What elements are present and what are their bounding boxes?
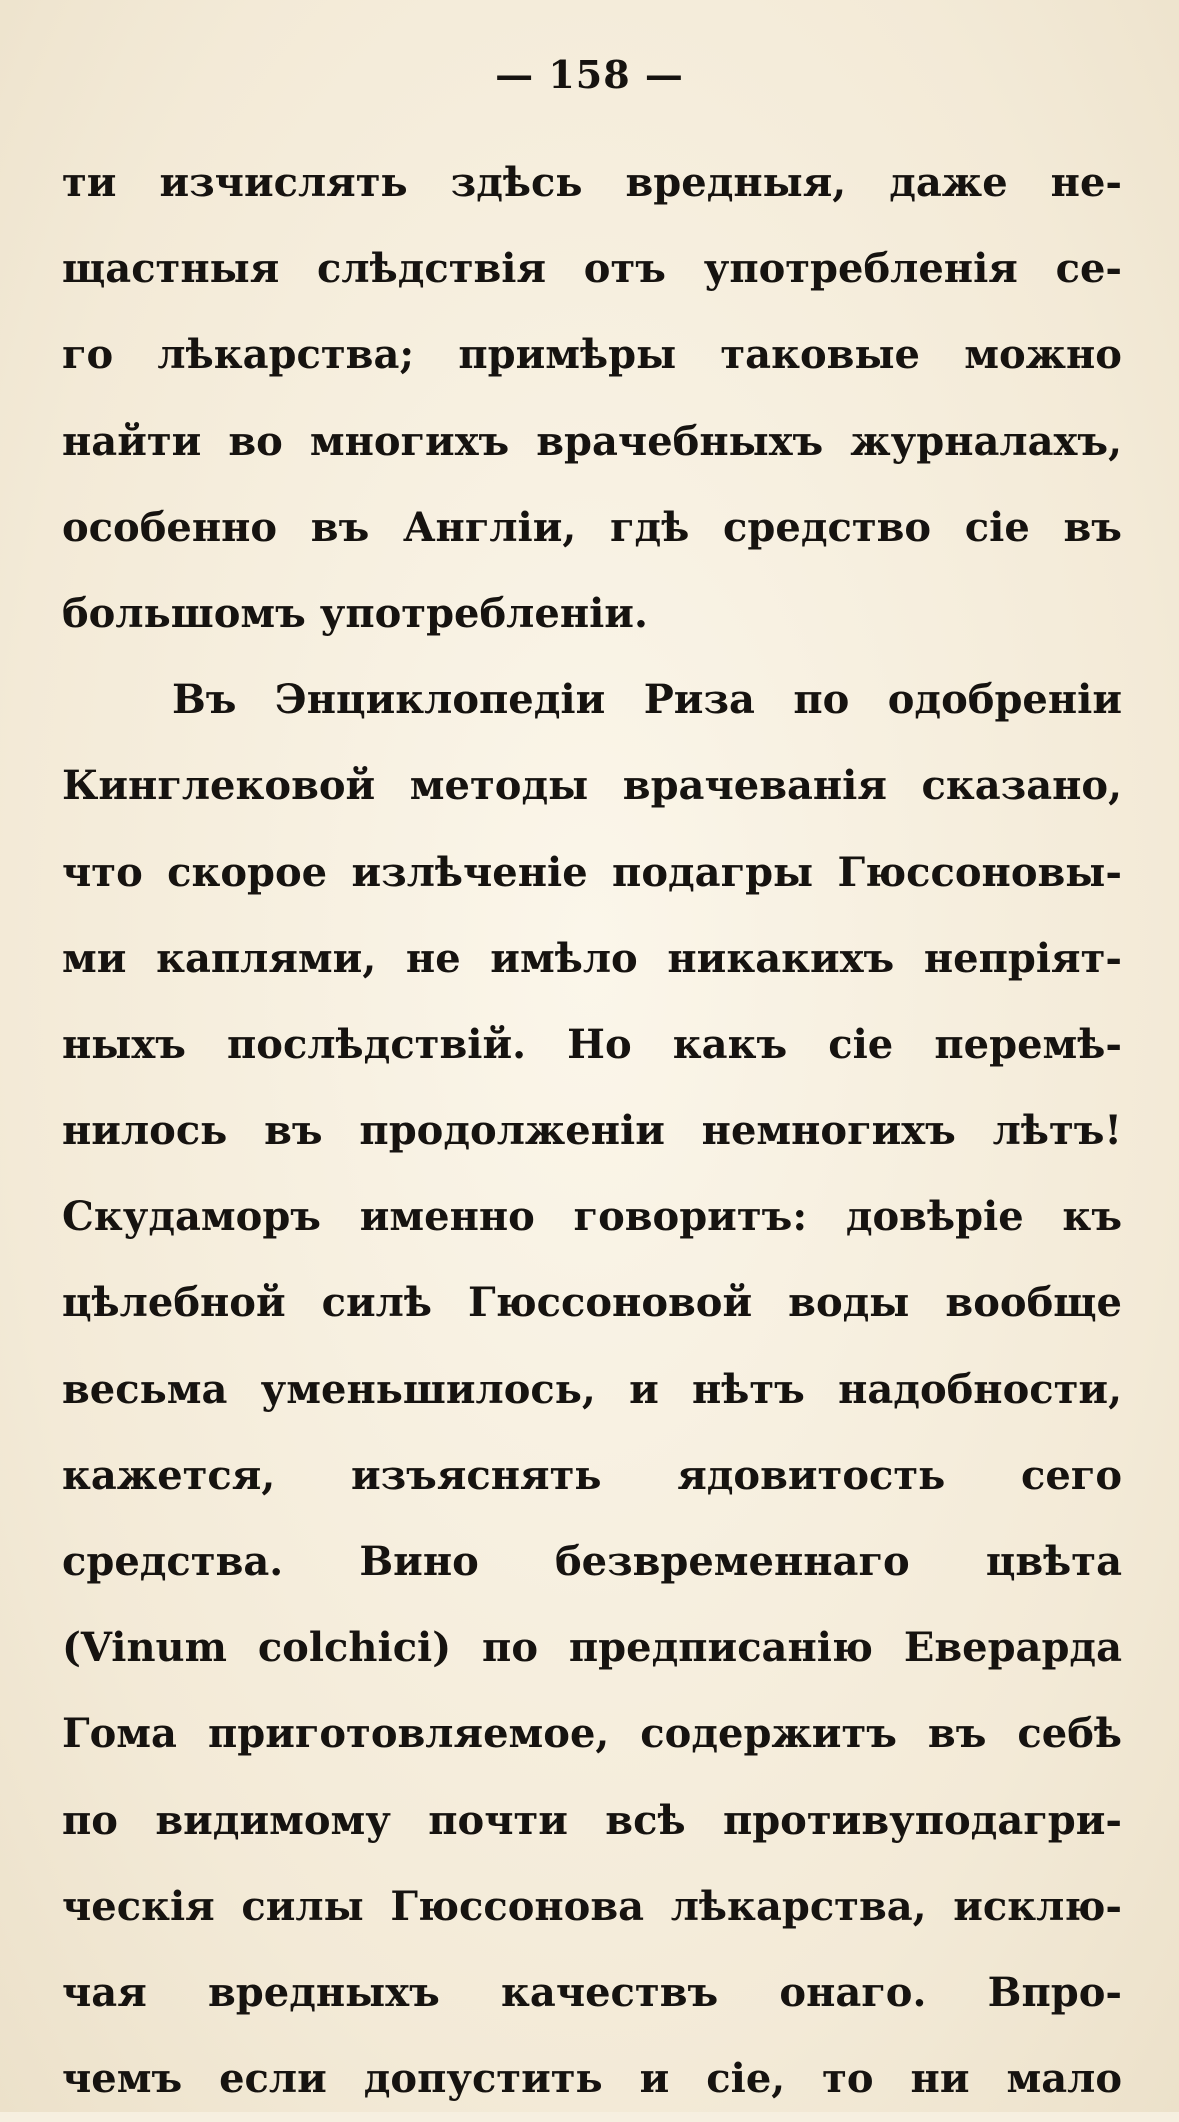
text-line: что скорое излѣченіе подагры Гюссоновы- <box>62 848 1122 896</box>
text-line: по видимому почти всѣ противуподагри- <box>62 1796 1122 1844</box>
text-line: ти изчислять здѣсь вредныя, даже не- <box>62 159 1122 206</box>
page-number: — 158 — <box>495 52 684 97</box>
text-line: кажется, изъяснять ядовитость сего <box>62 1451 1122 1499</box>
text-line: Гома приготовляемое, содержитъ въ себѣ <box>62 1710 1122 1758</box>
text-line: особенно въ Англіи, гдѣ средство сіе въ <box>62 503 1122 551</box>
text-line: нилось въ продолженіи немногихъ лѣтъ! <box>62 1107 1122 1155</box>
text-line: Скудаморъ именно говоритъ: довѣріе къ <box>62 1193 1122 1241</box>
text-line: большомъ употребленіи. <box>62 589 648 637</box>
text-line: (Vinum colchici) по предписанію Еверарда <box>62 1624 1122 1672</box>
text-line: весьма уменьшилось, и нѣтъ надобности, <box>62 1365 1122 1413</box>
text-line: Въ Энциклопедіи Риза по одобреніи <box>172 676 1122 724</box>
body-text <box>62 140 1122 2122</box>
text-line: ныхъ послѣдствій. Но какъ сіе перемѣ- <box>62 1020 1122 1068</box>
text-line: чая вредныхъ качествъ онаго. Впро- <box>62 1968 1122 2016</box>
text-line: чемъ если допустить и сіе, то ни мало <box>62 2055 1122 2103</box>
text-line: найти во многихъ врачебныхъ журналахъ, <box>62 417 1122 465</box>
text-line: средства. Вино безвременнаго цвѣта <box>62 1538 1122 1585</box>
text-line: ческія силы Гюссонова лѣкарства, исклю- <box>62 1882 1122 1930</box>
text-line: щастныя слѣдствія отъ употребленія се- <box>62 245 1122 293</box>
text-line: цѣлебной силѣ Гюссоновой воды вообще <box>62 1279 1122 1327</box>
text-line: Кинглековой методы врачеванія сказано, <box>62 762 1122 810</box>
text-line: ми каплями, не имѣло никакихъ непріят- <box>62 934 1122 982</box>
text-line: го лѣкарства; примѣры таковые можно <box>62 331 1122 379</box>
